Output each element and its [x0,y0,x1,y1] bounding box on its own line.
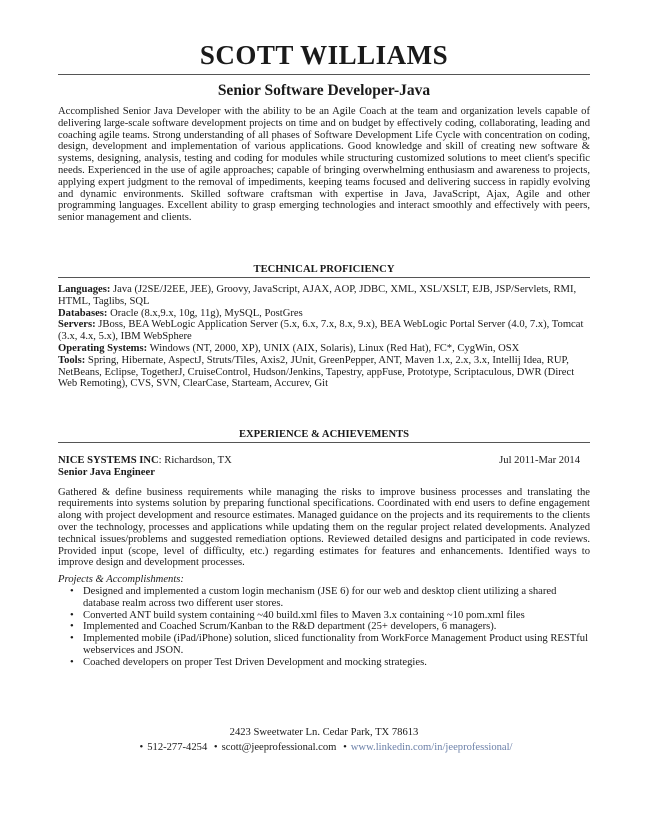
bullet-icon: • [343,742,347,753]
job-location: : Richardson, TX [158,455,232,466]
summary-paragraph: Accomplished Senior Java Developer with the ability to be an Agile Coach at the team and organization levels capable of delivering large-scale software development projects on time and on budget by effectively coding, collaborating, leading and coaching agile teams. Strong understanding of all phases of Software Development Life Cycle with concentration on coding, design, development and implementation of various applications. Good knowledge and skill of creating new software & systems, designing, analysis, testing and coding for modules while structuring customized solutions to meet client's specific needs. Experienced in the use of agile approaches; capable of bringing overwhelming enthusiasm and awareness to projects, applying expert judgment to the removal of impediments, keeping teams focused and delivering success in rapidly evolving and dynamic environments. Skilled software craftsman with expertise in Java, JavaScript, Ajax, Agile and other programming languages. Excellent ability to grasp emerging technologies and interact smoothly and effectively with peers, senior management and clients. [58,106,590,224]
experience-heading: EXPERIENCE & ACHIEVEMENTS [238,429,410,440]
bullet-icon: • [139,742,144,753]
resume-name: SCOTT WILLIAMS [199,40,449,70]
tech-operating-systems: Operating Systems: Windows (NT, 2000, XP), UNIX (AIX, Solaris), Linux (Red Hat), FC*, CygWin, OSX [58,342,520,354]
job-role: Senior Java Engineer [58,466,155,478]
footer-address: 2423 Sweetwater Ln. Cedar Park, TX 78613 [229,727,419,738]
accomplishment-item: • Implemented mobile (iPad/iPhone) solution, sliced functionality from WorkForce Management Product using RESTful webservices and JSON. [70,633,590,657]
experience-divider [58,442,590,443]
technical-heading: TECHNICAL PROFICIENCY [253,264,395,275]
footer-email[interactable]: scott@jeeprofessional.com [221,742,337,753]
resume-title: Senior Software Developer-Java [217,82,431,99]
job-company-line [58,455,232,467]
bullet-icon: • [213,742,218,753]
accomplishment-list [58,586,590,669]
tech-languages: Languages: Java (J2SE/J2EE, JEE), Groovy, JavaScript, AJAX, AOP, JDBC, XML, XSL/XSLT, EJB, JSP/Servlets, RMI, HTML, Taglibs, SQL [58,284,577,307]
footer-phone[interactable]: 512-277-4254 [147,742,208,753]
footer-linkedin[interactable]: www.linkedin.com/in/jeeprofessional/ [350,742,513,753]
projects-heading: Projects & Accomplishments: [58,574,184,586]
tech-tools: Tools: Spring, Hibernate, AspectJ, Struts/Tiles, Axis2, JUnit, GreenPepper, ANT, Maven 1.x, 2.x, 3.x, Intellij Idea, RUP, NetBeans, Eclipse, TogetherJ, CruiseControl, Hudson/Jenkins, Tapestry, appFuse, Prototype, Scriptaculous, DWR (Direct Web Remoting), CVS, SVN, ClearCase, Starteam, Accurev, Git [58,354,575,390]
job-company: NICE SYSTEMS INC [58,455,159,466]
tech-databases: Databases: Oracle (8.x,9.x, 10g, 11g), MySQL, PostGres [58,307,303,319]
job-description: Gathered & define business requirements while managing the risks to improve business processes and translating the requirements into systems solution by preparing functional specifications. Coordinated with end users to define engagement along with project development and resource estimates. Managed guidance on the projects and its requirements to the clients over the technology, processes and applications while updating them on the regular project related developments. Analyzed technical issues/problems and suggested remediation options. Reviewed detailed designs and participated in code reviews. Provided input (scope, level of difficulty, etc.) regarding estimates for features and enhancements. Identified ways to improve design and development processes. [58,486,590,569]
accomplishment-item: • Converted ANT build system containing ~40 build.xml files to Maven 3.x containing ~10 pom.xml files [70,610,590,622]
footer-contact [0,742,648,753]
job-entry [58,455,590,669]
accomplishment-item: • Designed and implemented a custom login mechanism (JSE 6) for our web and desktop client utilizing a shared database realm across two different user stores. [70,586,590,610]
name-divider [58,74,590,75]
job-dates: Jul 2011-Mar 2014 [499,455,580,466]
accomplishment-item: • Coached developers on proper Test Driven Development and mocking strategies. [70,657,590,669]
accomplishment-item: • Implemented and Coached Scrum/Kanban to the R&D department (25+ developers, 6 managers). [70,621,590,633]
technical-list [58,284,590,390]
job-header [58,455,590,467]
tech-servers: Servers: JBoss, BEA WebLogic Application Server (5.x, 6.x, 7.x, 8.x, 9.x), BEA WebLogic Portal Server (4.0, 7.x), Tomcat (3.x, 4.x, 5.x), IBM WebSphere [58,319,584,343]
technical-divider [58,277,590,278]
